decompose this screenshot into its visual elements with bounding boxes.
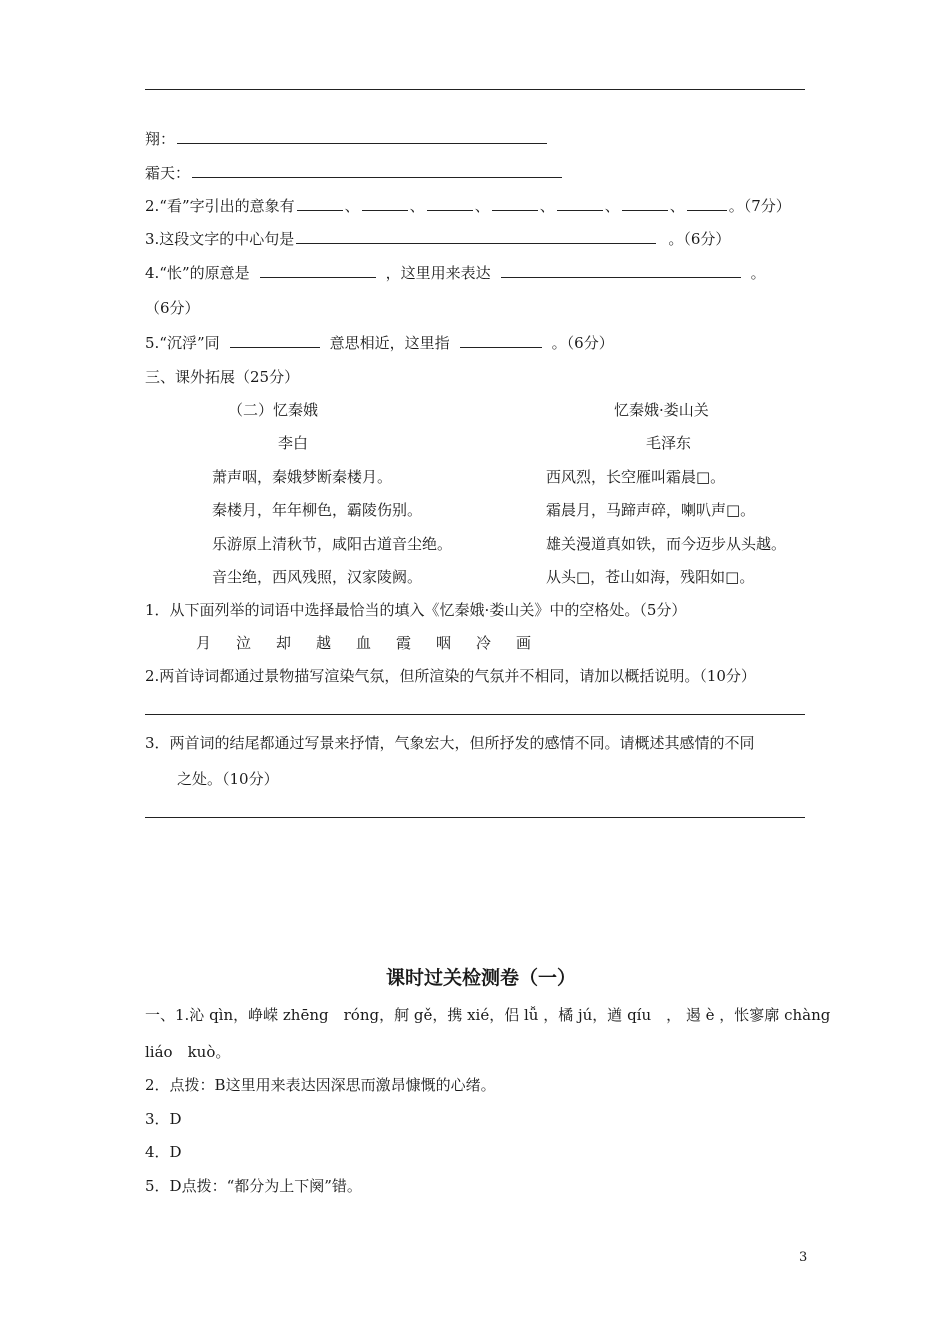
q4-blank-2[interactable] (501, 263, 741, 278)
shuangtian-blank[interactable] (192, 163, 562, 178)
option-word[interactable]: 越 (316, 634, 332, 652)
section3-heading: 三、课外拓展（25分） (145, 368, 300, 386)
q3-blank[interactable] (296, 229, 656, 244)
q5-mid: 意思相近，这里指 (329, 334, 450, 352)
poem1-line-2: 秦楼月，年年柳色，霸陵伤别。 (212, 501, 423, 519)
q4-blank-1[interactable] (260, 263, 376, 278)
option-word[interactable]: 血 (356, 634, 372, 652)
option-word[interactable]: 泣 (236, 634, 252, 652)
ex2-answer-line[interactable] (145, 714, 805, 715)
q4-line (145, 262, 766, 283)
q2-sep: 、 (474, 197, 490, 215)
q4-score: （6分） (145, 299, 200, 317)
poem2-title: 忆秦娥·娄山关 (614, 401, 709, 419)
poem1-line-4: 音尘绝，西风残照，汉家陵阙。 (212, 568, 423, 586)
answers-title: 课时过关检测卷（一） (386, 967, 577, 989)
ex3-line1: 3．两首词的结尾都通过写景来抒情，气象宏大，但所抒发的感情不同。请概述其感情的不同 (145, 734, 755, 752)
q4-text: 4.“怅”的原意是 (145, 264, 250, 282)
q5-line (145, 332, 614, 353)
q5-blank-2[interactable] (460, 333, 542, 348)
shuangtian-label: 霜天： (145, 164, 191, 182)
q2-sep: 、 (409, 197, 425, 215)
poem2-author: 毛泽东 (646, 434, 692, 452)
option-word[interactable]: 霞 (396, 634, 412, 652)
q3-text: 3.这段文字的中心句是 (145, 230, 295, 248)
answer-1-line1: 一、1.沁 qìn，峥嵘 zhēng róng，舸 gě，携 xié，侣 lǚ ，橘 jú，遒 qíu ， 遏 è ，怅寥廓 chàng (145, 1006, 831, 1024)
q1-shuangtian-line (145, 162, 564, 183)
poem1-title: （二）忆秦娥 (228, 401, 319, 419)
answer-5: 5．D点拨：“都分为上下阕”错。 (145, 1177, 362, 1195)
ex3-line2: 之处。（10分） (177, 770, 279, 788)
option-word[interactable]: 却 (276, 634, 292, 652)
q2-blank-6[interactable] (622, 196, 668, 211)
ex3-answer-line[interactable] (145, 817, 805, 818)
q2-line (145, 195, 791, 216)
poem2-line-1: 西风烈，长空雁叫霜晨□。 (546, 468, 726, 486)
poem1-line-3: 乐游原上清秋节，咸阳古道音尘绝。 (212, 535, 453, 553)
q2-blank-4[interactable] (492, 196, 538, 211)
q2-sep: 、 (669, 197, 685, 215)
poem1-author: 李白 (278, 434, 309, 452)
xiang-blank[interactable] (177, 129, 547, 144)
q1-xiang-line (145, 128, 549, 149)
q2-blank-5[interactable] (557, 196, 603, 211)
answer-3: 3．D (145, 1110, 182, 1128)
poem2-line-3: 雄关漫道真如铁，而今迈步从头越。 (546, 535, 787, 553)
q5-text: 5.“沉浮”同 (145, 334, 220, 352)
q2-end: 。（7分） (728, 197, 791, 215)
q5-end: 。（6分） (551, 334, 614, 352)
answer-1-line2: liáo kuò。 (145, 1043, 231, 1061)
poem1-line-1: 萧声咽，秦娥梦断秦楼月。 (212, 468, 393, 486)
option-word[interactable]: 咽 (436, 634, 452, 652)
top-rule (145, 89, 805, 90)
q2-text: 2.“看”字引出的意象有 (145, 197, 295, 215)
answer-4: 4．D (145, 1143, 182, 1161)
q2-blank-2[interactable] (362, 196, 408, 211)
q3-line (145, 228, 730, 249)
q2-blank-3[interactable] (427, 196, 473, 211)
answer-2: 2．点拨：B这里用来表达因深思而激昂慷慨的心绪。 (145, 1076, 496, 1094)
option-word[interactable]: 冷 (476, 634, 492, 652)
xiang-label: 翔： (145, 130, 176, 148)
q4-mid: ，这里用来表达 (385, 264, 491, 282)
ex1-text: 1．从下面列举的词语中选择最恰当的填入《忆秦娥·娄山关》中的空格处。（5分） (145, 601, 687, 619)
q3-end: 。（6分） (668, 230, 731, 248)
ex2-text: 2.两首诗词都通过景物描写渲染气氛，但所渲染的气氛并不相同，请加以概括说明。（10分） (145, 667, 756, 685)
ex1-options (196, 632, 556, 653)
q4-end: 。 (750, 264, 766, 282)
q2-blank-7[interactable] (687, 196, 727, 211)
option-word[interactable]: 月 (196, 634, 212, 652)
q2-sep: 、 (539, 197, 555, 215)
q2-sep: 、 (344, 197, 360, 215)
poem2-line-2: 霜晨月，马蹄声碎，喇叭声□。 (546, 501, 756, 519)
poem2-line-4: 从头□，苍山如海，残阳如□。 (546, 568, 755, 586)
q5-blank-1[interactable] (230, 333, 320, 348)
option-word[interactable]: 画 (516, 634, 532, 652)
q2-blank-1[interactable] (297, 196, 343, 211)
q2-sep: 、 (604, 197, 620, 215)
page-number: 3 (799, 1250, 808, 1265)
